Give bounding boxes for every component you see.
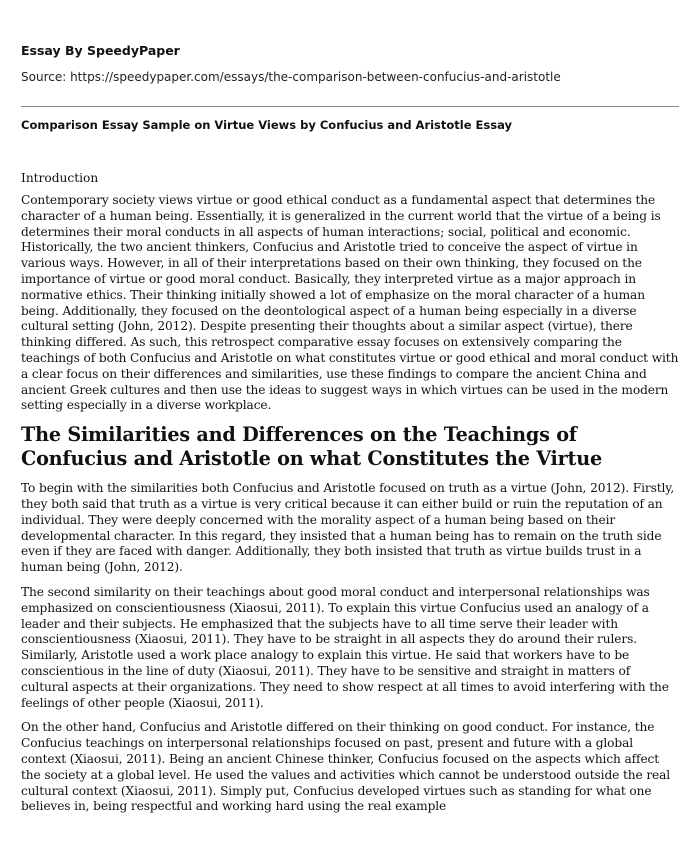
brand-title: Essay By SpeedyPaper (21, 43, 180, 58)
header-divider (21, 106, 679, 107)
body-paragraph-3: On the other hand, Confucius and Aristotle differed on their thinking on good conduct. For instance, the Confucius teachings on interpersonal relationships focused on past, present and future with a global context (Xiaosui, 2011). Being an ancient Chinese thinker, Confucius focused on the aspects which affect the society at a global level. He used the values and activities which cannot be understood outside the real cultural context (Xiaosui, 2011). Simply put, Confucius developed virtues such as standing for what one believes in, being respectful and working hard using the real example (21, 720, 671, 814)
body-paragraph-1: To begin with the similarities both Confucius and Aristotle focused on truth as a virtue (John, 2012). Firstly, they both said that truth as a virtue is very critical because it can either build or ruin the reputation of an individual. They were deeply concerned with the morality aspect of a human being based on their developmental character. In this regard, they insisted that a human being has to remain on the truth side even if they are faced with danger. Additionally, they both insisted that truth as virtue builds trust in a human being (John, 2012). (21, 481, 675, 575)
section-heading: The Similarities and Differences on the Teachings of Confucius and Aristotle on what Constitutes the Virtue (21, 423, 602, 471)
source-line: Source: https://speedypaper.com/essays/the-comparison-between-confucius-and-aristotle (21, 70, 561, 84)
intro-label: Introduction (21, 171, 99, 185)
essay-title: Comparison Essay Sample on Virtue Views by Confucius and Aristotle Essay (21, 118, 512, 132)
intro-paragraph: Contemporary society views virtue or good ethical conduct as a fundamental aspect that determines the character of a human being. Essentially, it is generalized in the current world that the virtue of a being is determines their moral conducts in all aspects of human interactions; social, political and economic. Historically, the two ancient thinkers, Confucius and Aristotle tried to conceive the aspect of virtue in various ways. However, in all of their interpretations based on their own thinking, they focused on the importance of virtue or good moral conduct. Basically, they interpreted virtue as a major approach in normative ethics. Their thinking initially showed a lot of emphasize on the moral character of a human being. Additionally, they focused on the deontological aspect of a human being especially in a diverse cultural setting (John, 2012). Despite presenting their thoughts about a similar aspect (virtue), there thinking differed. As such, this retrospect comparative essay focuses on extensively comparing the teachings of both Confucius and Aristotle on what constitutes virtue or good ethical and moral conduct with a clear focus on their differences and similarities, use these findings to compare the ancient China and ancient Greek cultures and then use the ideas to suggest ways in which virtues can be used in the modern setting especially in a diverse workplace. (21, 193, 679, 413)
essay-body (21, 170, 681, 824)
body-paragraph-2: The second similarity on their teachings about good moral conduct and interpersonal relationships was emphasized on conscientiousness (Xiaosui, 2011). To explain this virtue Confucius used an analogy of a leader and their subjects. He emphasized that the subjects have to all time serve their leader with conscientiousness (Xiaosui, 2011). They have to be straight in all aspects they do around their rulers. Similarly, Aristotle used a work place analogy to explain this virtue. He said that workers have to be conscientious in the line of duty (Xiaosui, 2011). They have to be sensitive and straight in matters of cultural aspects at their organizations. They need to show respect at all times to avoid interfering with the feelings of other people (Xiaosui, 2011). (21, 584, 669, 710)
